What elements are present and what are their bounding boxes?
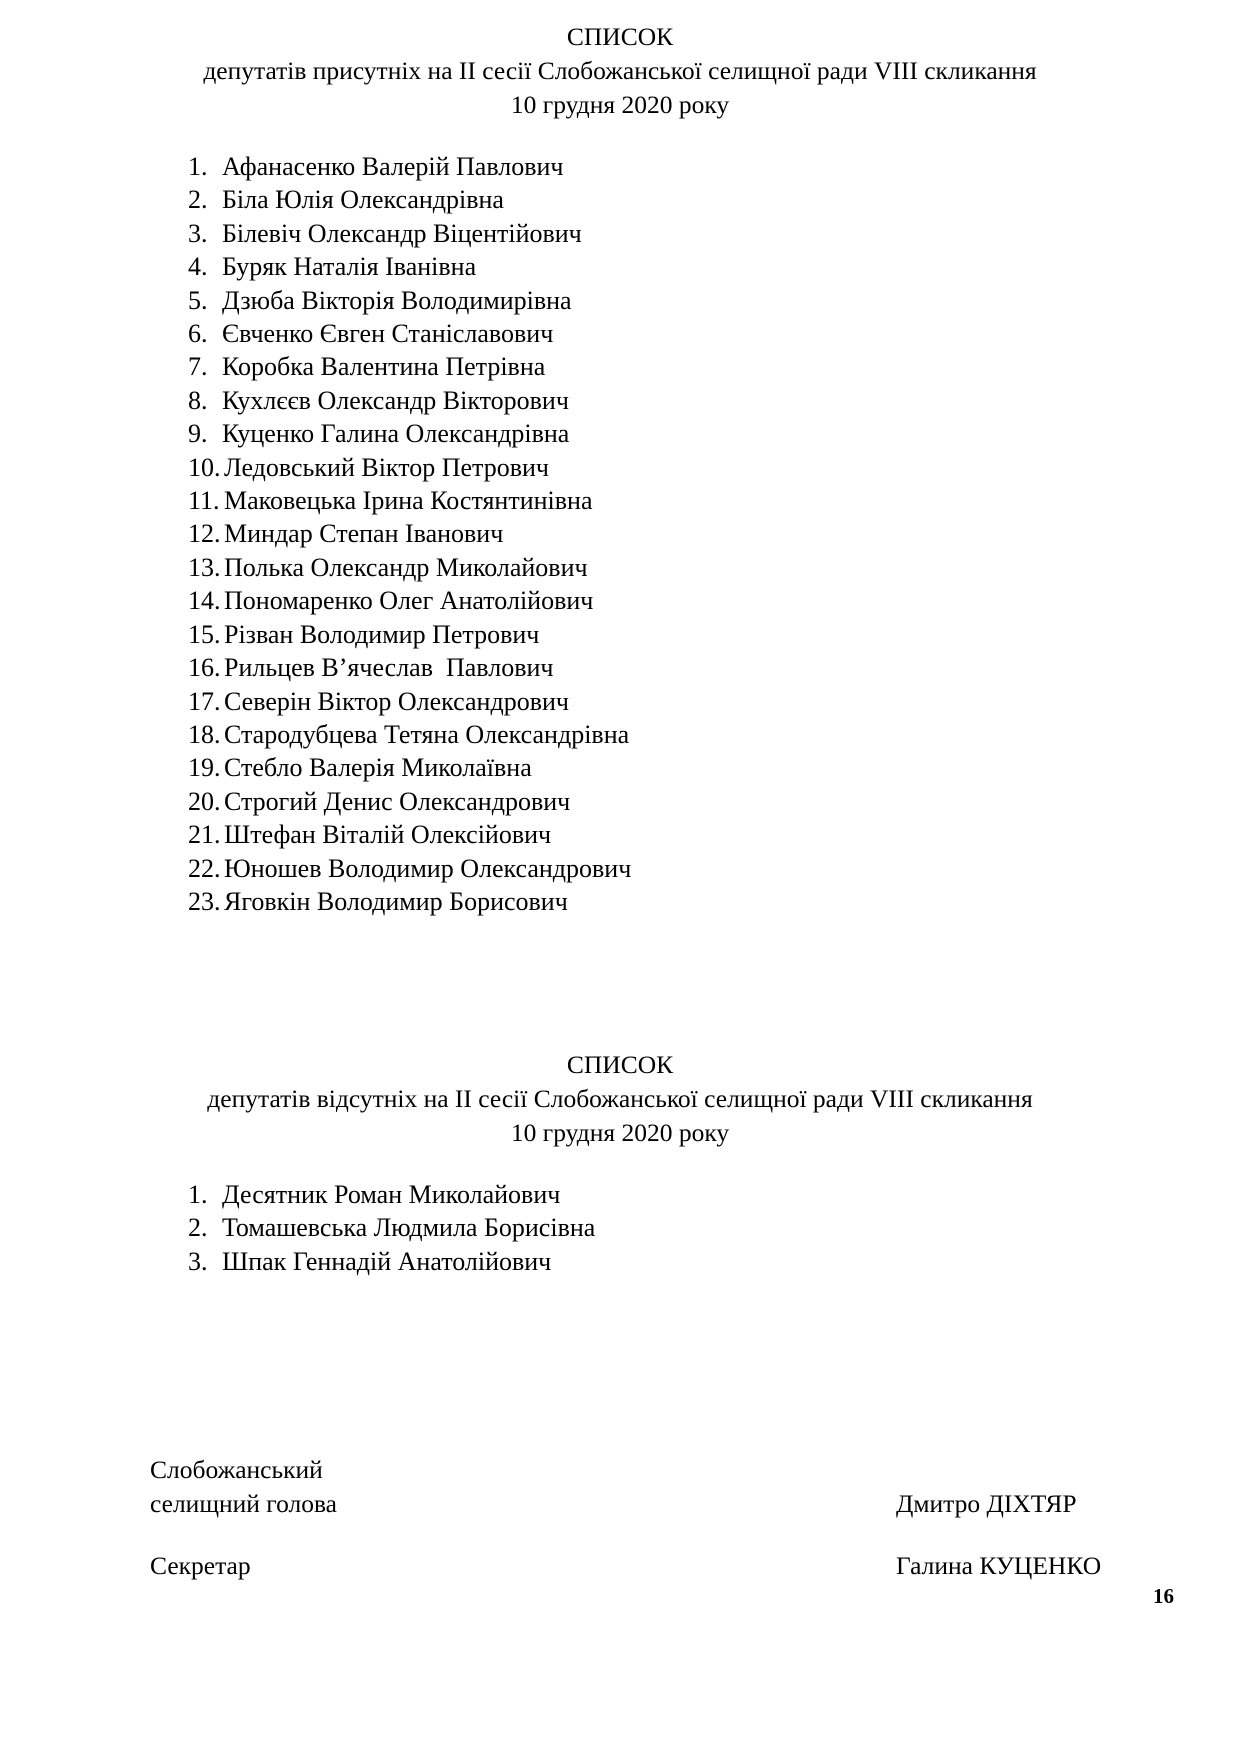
list-item — [188, 685, 631, 718]
list-item — [188, 584, 631, 617]
deputy-name: Северін Віктор Олександрович — [224, 686, 569, 716]
list-item-number: 1. — [188, 152, 208, 181]
list-item-number: 23. — [188, 886, 221, 916]
list-item — [188, 1178, 595, 1211]
secretary-name: Галина КУЦЕНКО — [896, 1551, 1102, 1580]
list-item — [188, 651, 631, 684]
absent-deputies-section — [0, 1048, 1240, 1276]
list-item-number: 9. — [188, 419, 208, 449]
deputy-name: Полька Олександр Миколайович — [224, 552, 588, 582]
deputy-name: Афанасенко Валерій Павлович — [222, 152, 564, 181]
deputy-name: Коробка Валентина Петрівна — [222, 352, 546, 382]
deputy-name: Різван Володимир Петрович — [224, 619, 540, 649]
present-deputies-list — [188, 150, 631, 918]
list-item-number: 22. — [188, 853, 221, 883]
deputy-name: Яговкін Володимир Борисович — [224, 886, 568, 916]
list-item-number: 5. — [188, 285, 208, 315]
list-item — [188, 484, 631, 517]
deputy-name: Дзюба Вікторія Володимирівна — [222, 285, 572, 315]
head-title-line2: селищний голова — [150, 1489, 338, 1518]
list-item — [188, 284, 631, 317]
list-item-number: 19. — [188, 753, 221, 783]
list-item-number: 2. — [188, 185, 208, 215]
page-number: 16 — [1153, 1584, 1174, 1608]
deputy-name: Буряк Наталія Іванівна — [222, 252, 477, 282]
list-item — [188, 350, 631, 383]
list-item — [188, 1245, 595, 1278]
list-item-number: 15. — [188, 619, 221, 649]
list-item — [188, 517, 631, 550]
list-item — [188, 718, 631, 751]
list-item-number: 3. — [188, 1246, 208, 1276]
list-item — [188, 1211, 595, 1244]
present-deputies-section — [0, 20, 1240, 916]
list-item — [188, 751, 631, 784]
present-list-date: 10 грудня 2020 року — [510, 90, 730, 119]
list-item-number: 6. — [188, 319, 208, 349]
secretary-title: Секретар — [150, 1551, 251, 1580]
deputy-name: Рильцев В’ячеслав Павлович — [224, 653, 554, 683]
head-title-line1: Слобожанський — [150, 1455, 323, 1484]
list-item-number: 7. — [188, 352, 208, 382]
list-item-number: 20. — [188, 786, 221, 816]
absent-list-title: СПИСОК — [566, 1050, 674, 1079]
list-item — [188, 551, 631, 584]
deputy-name: Миндар Степан Іванович — [224, 519, 504, 549]
list-item — [188, 451, 631, 484]
list-item-number: 3. — [188, 218, 208, 248]
list-item-number: 4. — [188, 252, 208, 282]
list-item — [188, 618, 631, 651]
deputy-name: Куценко Галина Олександрівна — [222, 419, 570, 449]
deputy-name: Пономаренко Олег Анатолійович — [224, 586, 594, 616]
list-item — [188, 317, 631, 350]
list-item — [188, 818, 631, 851]
list-item — [188, 417, 631, 450]
list-item — [188, 150, 631, 183]
absent-list-date: 10 грудня 2020 року — [510, 1118, 730, 1147]
deputy-name: Кухлєєв Олександр Вікторович — [222, 385, 569, 415]
list-item-number: 12. — [188, 519, 221, 549]
deputy-name: Десятник Роман Миколайович — [222, 1180, 561, 1209]
deputy-name: Євченко Євген Станіславович — [222, 319, 554, 349]
list-item — [188, 183, 631, 216]
list-item-number: 17. — [188, 686, 221, 716]
deputy-name: Маковецька Ірина Костянтинівна — [224, 486, 593, 516]
list-item-number: 2. — [188, 1213, 208, 1243]
absent-deputies-list — [188, 1178, 595, 1278]
list-item — [188, 384, 631, 417]
present-list-subtitle: депутатів присутніх на ІІ сесії Слобожанської селищної ради VIII скликання — [203, 56, 1037, 85]
list-item — [188, 885, 631, 918]
present-list-title: СПИСОК — [566, 22, 674, 51]
list-item-number: 14. — [188, 586, 221, 616]
absent-list-subtitle: депутатів відсутніх на ІІ сесії Слобожанської селищної ради VIII скликання — [207, 1084, 1033, 1113]
list-item-number: 1. — [188, 1180, 208, 1209]
list-item-number: 10. — [188, 452, 221, 482]
deputy-name: Шпак Геннадій Анатолійович — [222, 1246, 552, 1276]
list-item-number: 11. — [188, 486, 220, 516]
deputy-name: Юношев Володимир Олександрович — [224, 853, 632, 883]
list-item-number: 21. — [188, 820, 221, 850]
list-item-number: 18. — [188, 719, 221, 749]
deputy-name: Білевіч Олександр Віцентійович — [222, 218, 582, 248]
deputy-name: Штефан Віталій Олексійович — [224, 820, 552, 850]
list-item — [188, 250, 631, 283]
list-item-number: 8. — [188, 385, 208, 415]
list-item — [188, 852, 631, 885]
deputy-name: Строгий Денис Олександрович — [224, 786, 571, 816]
list-item-number: 13. — [188, 552, 221, 582]
head-name: Дмитро ДІХТЯР — [896, 1489, 1077, 1518]
list-item-number: 16. — [188, 653, 221, 683]
deputy-name: Стародубцева Тетяна Олександрівна — [224, 719, 630, 749]
deputy-name: Стебло Валерія Миколаївна — [224, 753, 532, 783]
deputy-name: Ледовський Віктор Петрович — [224, 452, 549, 482]
deputy-name: Томашевська Людмила Борисівна — [222, 1213, 596, 1243]
list-item — [188, 785, 631, 818]
deputy-name: Біла Юлія Олександрівна — [222, 185, 504, 215]
list-item — [188, 217, 631, 250]
